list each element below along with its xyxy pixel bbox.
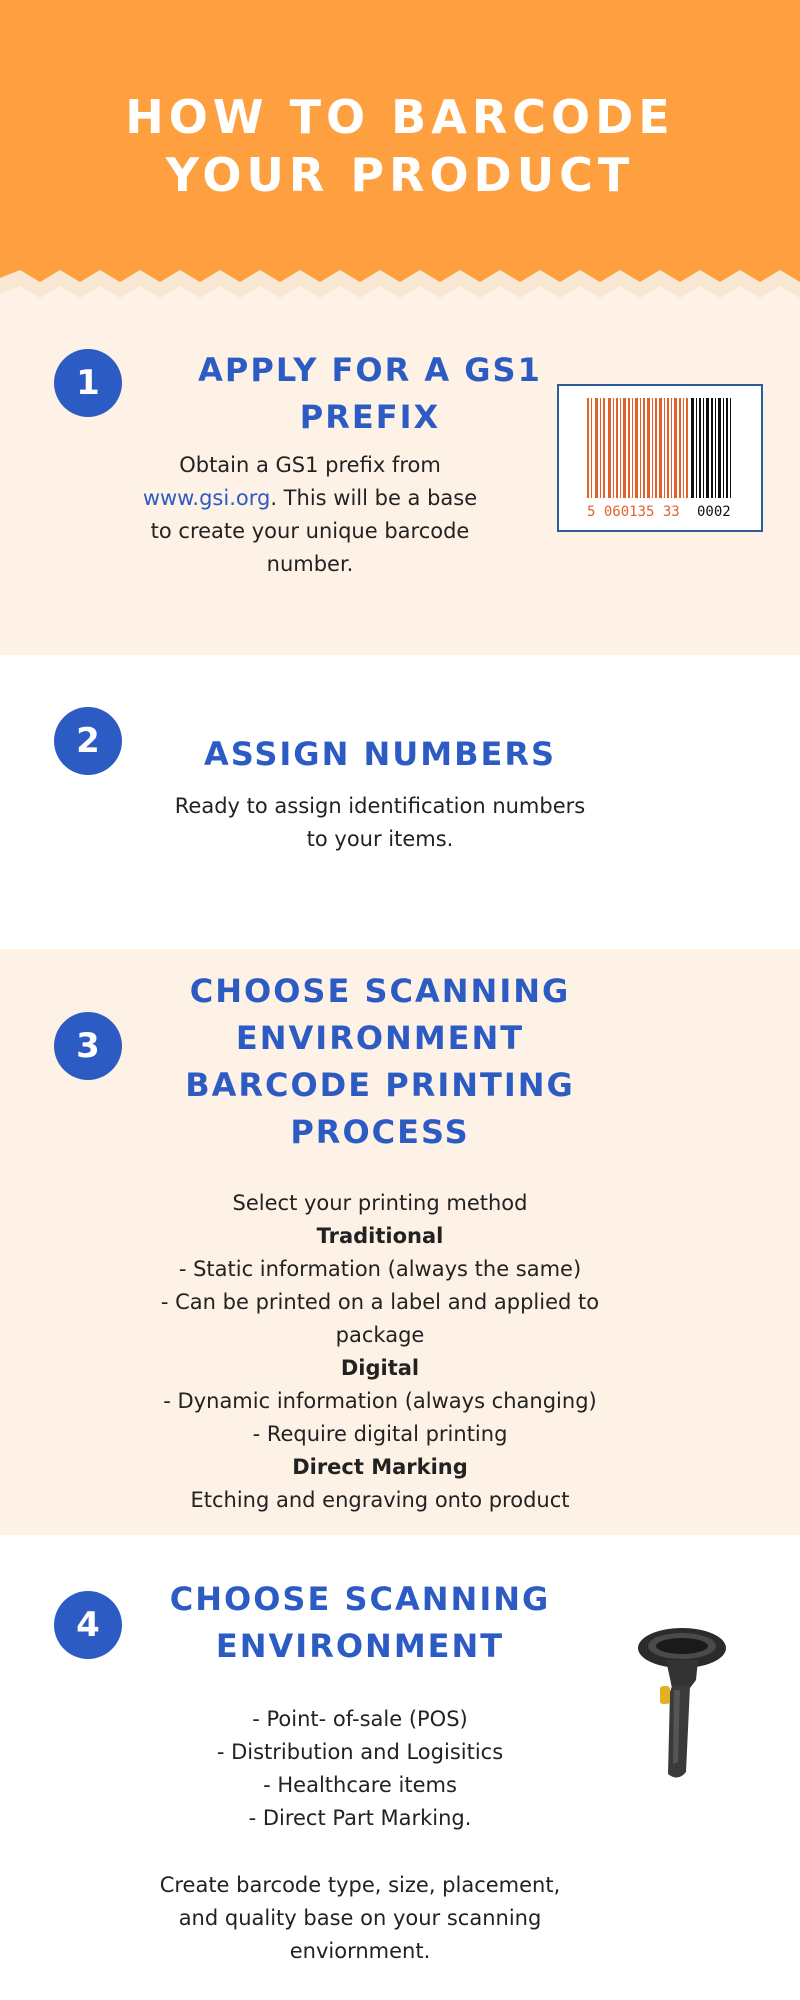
step-3-line-intro: Select your printing method: [232, 1191, 528, 1215]
step-4-heading-line-2: ENVIRONMENT: [215, 1627, 505, 1665]
step-1-heading-line-1: APPLY FOR A GS1: [198, 351, 542, 389]
gs1-link[interactable]: www.gsi.org: [142, 486, 271, 510]
step-3-heading-line-3: BARCODE PRINTING: [185, 1066, 575, 1104]
traditional-label: Traditional: [316, 1224, 444, 1248]
step-1-heading: [150, 347, 590, 441]
step-1-body: [140, 449, 480, 581]
step-3-line-traditional-heading: [140, 1220, 620, 1253]
page-title: [0, 88, 800, 204]
step-1-body-line-2-rest: . This will be a base: [270, 486, 478, 510]
step-3-line-digital-1: - Dynamic information (always changing): [163, 1389, 597, 1413]
step-3-line-direct-heading: [140, 1451, 620, 1484]
page-title-line-1: HOW TO BARCODE: [125, 90, 675, 144]
step-4-list-item: - Distribution and Logisitics: [216, 1740, 504, 1764]
step-3-heading: [150, 968, 610, 1156]
step-4-list-item: - Point- of-sale (POS): [252, 1707, 468, 1731]
digital-label: Digital: [340, 1356, 420, 1380]
step-4-number-badge: 4: [54, 1591, 122, 1659]
step-4-heading-line-1: CHOOSE SCANNING: [169, 1580, 551, 1618]
step-3-line-traditional-1: - Static information (always the same): [178, 1257, 582, 1281]
step-4-heading: [140, 1576, 580, 1670]
step-3-line-traditional-2: - Can be printed on a label and applied to: [160, 1290, 600, 1314]
step-4-list: [140, 1703, 580, 1835]
step-1-body-line-2: [140, 482, 480, 515]
step-2-body-line-2: to your items.: [306, 827, 454, 851]
step-4-footer-line-2: and quality base on your scanning: [178, 1906, 542, 1930]
step-1-body-line-4: number.: [266, 552, 354, 576]
step-1-heading-line-2: PREFIX: [299, 398, 441, 436]
step-4-footer: [140, 1869, 580, 1968]
step-3-heading-line-4: PROCESS: [290, 1113, 470, 1151]
step-3-line-direct-1: Etching and engraving onto product: [190, 1488, 570, 1512]
step-4-footer-line-3: enviornment.: [289, 1939, 431, 1963]
step-4-footer-line-1: Create barcode type, size, placement,: [159, 1873, 561, 1897]
step-2-body-line-1: Ready to assign identification numbers: [174, 794, 586, 818]
step-2-heading: ASSIGN NUMBERS: [203, 735, 557, 773]
step-3-body: [140, 1187, 620, 1517]
barcode-scanner-icon: [620, 1622, 730, 1782]
step-4-list-item: - Direct Part Marking.: [248, 1806, 472, 1830]
step-3-number-badge: 3: [54, 1012, 122, 1080]
page-title-line-2: YOUR PRODUCT: [165, 148, 635, 202]
step-1-number-badge: 1: [54, 349, 122, 417]
barcode-graphic: [559, 386, 761, 530]
step-3-line-digital-2: - Require digital printing: [252, 1422, 508, 1446]
step-1-body-line-3: to create your unique barcode: [150, 519, 470, 543]
direct-marking-label: Direct Marking: [292, 1455, 468, 1479]
step-2-body: [160, 790, 600, 856]
step-2-number-badge: 2: [54, 707, 122, 775]
barcode-digits-black: 0002: [697, 504, 731, 520]
step-3-line-digital-heading: [140, 1352, 620, 1385]
step-3-heading-line-2: ENVIRONMENT: [235, 1019, 525, 1057]
step-4-list-item: - Healthcare items: [263, 1773, 457, 1797]
step-1-body-line-1: Obtain a GS1 prefix from: [179, 453, 441, 477]
step-3-line-traditional-3: package: [335, 1323, 425, 1347]
barcode-digits-orange: 5 060135 33: [587, 504, 680, 520]
barcode-icon: [557, 384, 763, 532]
step-3-heading-line-1: CHOOSE SCANNING: [189, 972, 571, 1010]
